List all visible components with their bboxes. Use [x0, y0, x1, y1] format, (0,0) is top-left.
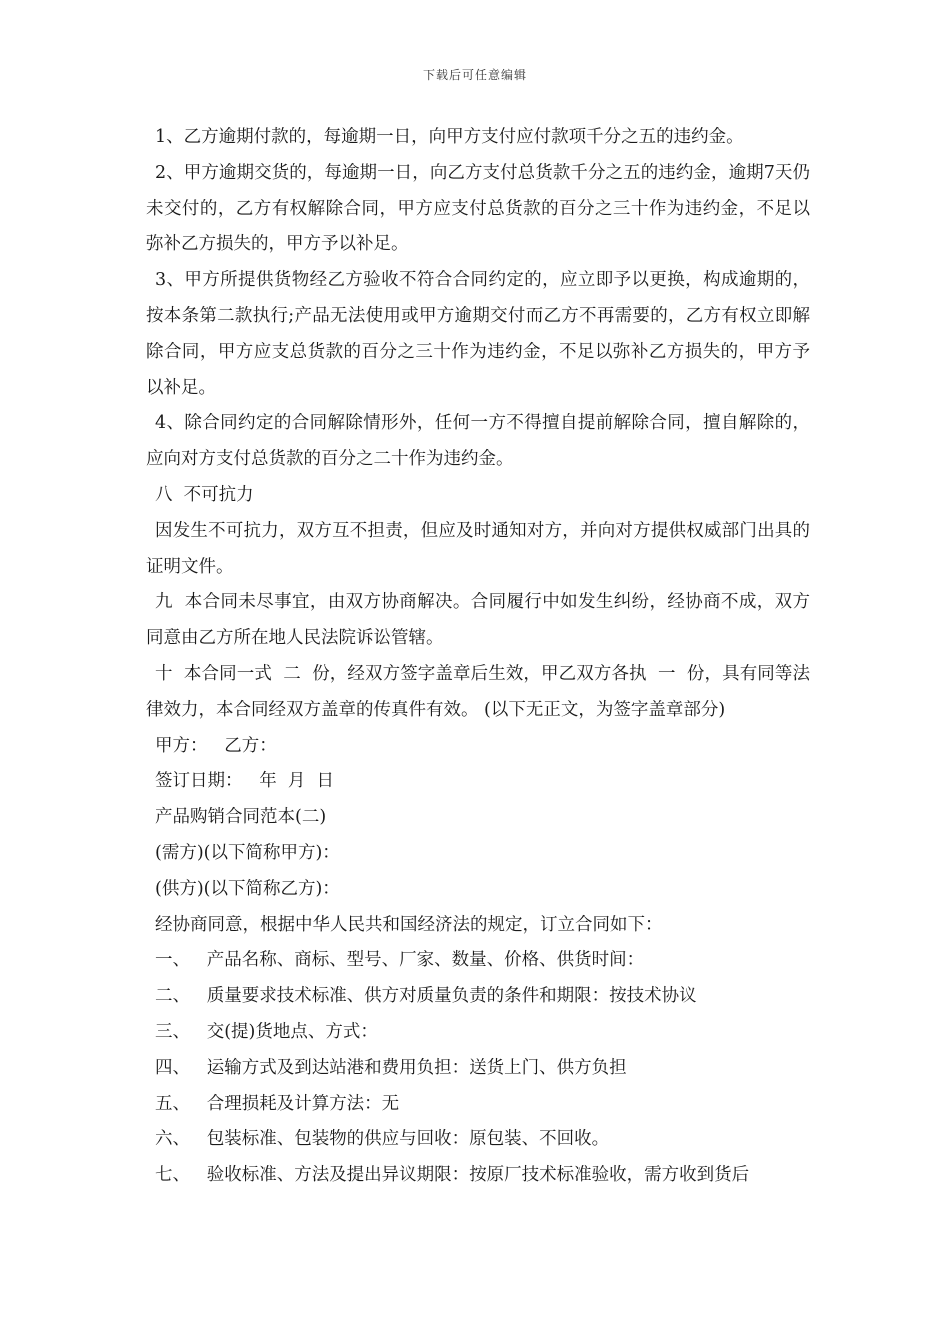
- contract-title-2: 产品购销合同范本(二): [155, 807, 327, 828]
- buyer-line: (需方)(以下简称甲方)：: [155, 842, 340, 863]
- clause-1-late-payment: 1、乙方逾期付款的，每逾期一日，向甲方支付应付款项千分之五的违约金。: [155, 127, 744, 147]
- signing-date-line: 签订日期： 年 月 日: [155, 771, 334, 792]
- section-9-text: 九 本合同未尽事宜，由双方协商解决。合同履行中如发生纠纷，经协商不成，双方同意由乙方所在地人民法院诉讼管辖。: [146, 592, 810, 649]
- item-5: 五、 合理损耗及计算方法：无: [155, 1093, 400, 1114]
- item-3: 三、 交(提)货地点、方式：: [155, 1021, 378, 1042]
- force-majeure-text: 因发生不可抗力，双方互不担责，但应及时通知对方，并向对方提供权威部门出具的证明文件。: [146, 520, 810, 577]
- page-header: 下载后可任意编辑: [422, 68, 527, 82]
- clause-4-termination: 4、除合同约定的合同解除情形外，任何一方不得擅自提前解除合同，擅自解除的，应向对方支付总货款的百分之二十作为违约金。: [146, 413, 810, 470]
- document-body: [146, 120, 810, 1194]
- item-2: 二、 质量要求技术标准、供方对质量负责的条件和期限：按技术协议: [155, 986, 697, 1007]
- parties-signature-line: 甲方： 乙方：: [155, 735, 277, 756]
- section-8-heading: 八 不可抗力: [155, 484, 254, 505]
- section-10-text: 十 本合同一式 二 份，经双方签字盖章后生效，甲乙双方各执 一 份，具有同等法律效力，本合同经双方盖章的传真件有效。 (以下无正文，为签字盖章部分): [146, 663, 810, 720]
- supplier-line: (供方)(以下简称乙方)：: [155, 878, 340, 899]
- preamble: 经协商同意，根据中华人民共和国经济法的规定，订立合同如下：: [155, 914, 663, 935]
- clause-3-nonconforming-goods: 3、甲方所提供货物经乙方验收不符合合同约定的，应立即予以更换，构成逾期的，按本条第二款执行;产品无法使用或甲方逾期交付而乙方不再需要的，乙方有权立即解除合同，甲方应支总货款的百分之三十作为违约金，不足以弥补乙方损失的，甲方予以补足。: [146, 270, 810, 398]
- item-1: 一、 产品名称、商标、型号、厂家、数量、价格、供货时间：: [155, 950, 645, 971]
- item-6: 六、 包装标准、包装物的供应与回收：原包装、不回收。: [155, 1129, 610, 1150]
- item-7: 七、 验收标准、方法及提出异议期限：按原厂技术标准验收，需方收到货后: [155, 1165, 750, 1186]
- item-4: 四、 运输方式及到达站港和费用负担：送货上门、供方负担: [155, 1057, 627, 1078]
- clause-2-late-delivery: 2、甲方逾期交货的，每逾期一日，向乙方支付总货款千分之五的违约金，逾期7天仍未交付的，乙方有权解除合同，甲方应支付总货款的百分之三十作为违约金，不足以弥补乙方损失的，甲方予以补足。: [146, 162, 810, 255]
